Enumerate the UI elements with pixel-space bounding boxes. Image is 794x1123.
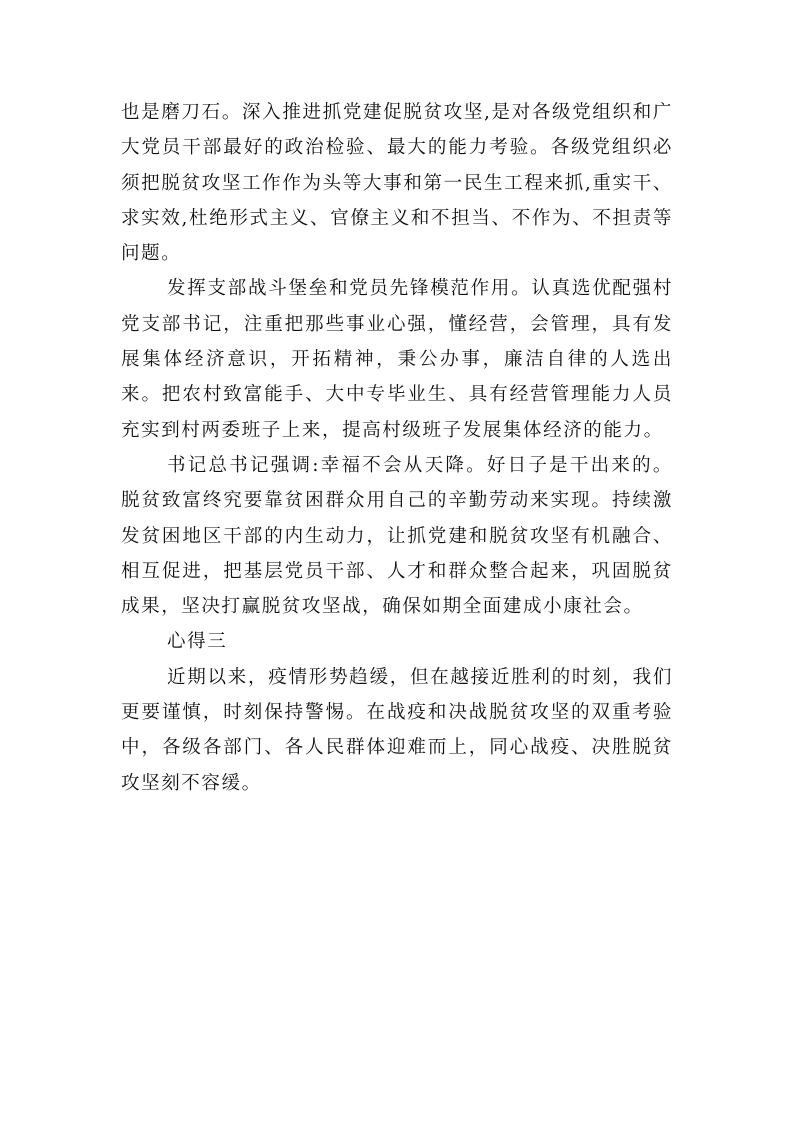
- document-page: [121, 95, 673, 801]
- paragraph-epidemic: 近期以来，疫情形势趋缓，但在越接近胜利的时刻，我们更要谨慎，时刻保持警惕。在战疫和决战脱贫攻坚的双重考验中，各级各部门、各人民群体迎难而上，同心战疫、决胜脱贫攻坚刻不容缓。: [121, 666, 673, 794]
- paragraph-branch-role: 发挥支部战斗堡垒和党员先锋模范作用。认真选优配强村党支部书记，注重把那些事业心强，懂经营，会管理，具有发展集体经济意识，开拓精神，秉公办事，廉洁自律的人选出来。把农村致富能手、大中专毕业生、具有经营管理能力人员充实到村两委班子上来，提高村级班子发展集体经济的能力。: [121, 278, 673, 441]
- paragraph-secretary-quote: 书记总书记强调:幸福不会从天降。好日子是干出来的。脱贫致富终究要靠贫困群众用自己的辛勤劳动来实现。持续激发贫困地区干部的内生动力，让抓党建和脱贫攻坚有机融合、相互促进，把基层党员干部、人才和群众整合起来，巩固脱贫成果，坚决打赢脱贫攻坚战，确保如期全面建成小康社会。: [121, 454, 673, 618]
- section-heading: 心得三: [167, 631, 228, 653]
- paragraph-party-building: 也是磨刀石。深入推进抓党建促脱贫攻坚,是对各级党组织和广大党员干部最好的政治检验、最大的能力考验。各级党组织必须把脱贫攻坚工作作为头等大事和第一民生工程来抓,重实干、求实效,杜绝形式主义、官僚主义和不担当、不作为、不担责等问题。: [121, 102, 673, 265]
